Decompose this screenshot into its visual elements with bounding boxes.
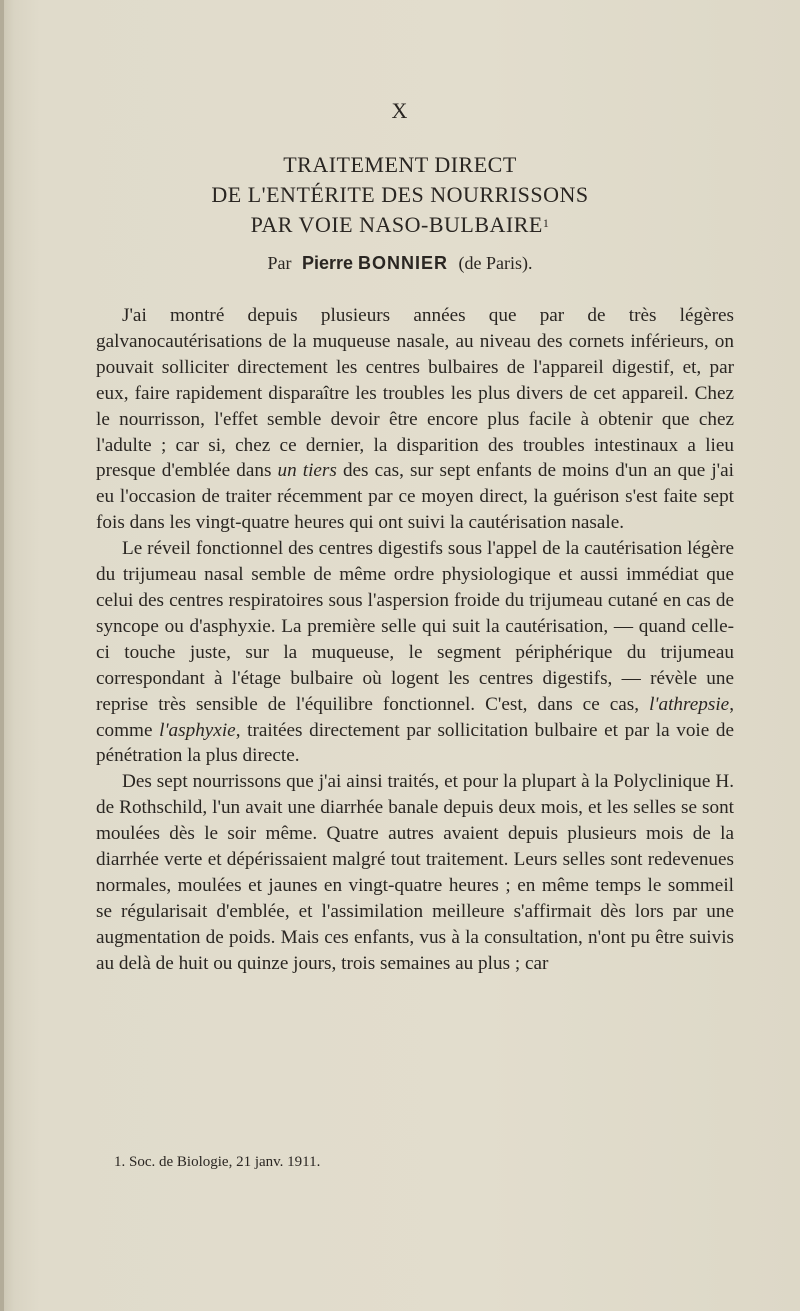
author-prefix: Par: [267, 253, 292, 273]
title-line-3: [0, 210, 800, 240]
author-last-name: BONNIER: [358, 253, 449, 273]
paragraph-1-seg-2: un tiers: [277, 460, 337, 482]
title-line-2: DE L'ENTÉRITE DES NOURRISSONS: [211, 182, 589, 207]
paragraph-2-seg-1: Le réveil fonctionnel des centres digestifs sous l'appel de la cautérisation légère du trijumeau nasal semble de même ordre physiologique et aussi immédiat que celui des centres respiratoires sous l'aspersion froide du trijumeau cutané en cas de syncope ou d'asphyxie. La première selle qui suit la cautérisation, — quand celle-ci touche juste, sur la muqueuse, le segment périphérique du trijumeau correspondant à l'étage bulbaire où logent les centres digestifs, — révèle une reprise très sensible de l'équilibre fonctionnel. C'est, dans ce cas,: [96, 538, 734, 715]
paragraph-1-seg-1: J'ai montré depuis plusieurs années que par de très légères galvanocautérisations de la muqueuse nasale, au niveau des cornets inférieurs, on pouvait solliciter directement les centres bulbaires de l'appareil digestif, et, par eux, faire rapidement disparaître les troubles les plus divers de cet appareil. Chez le nourrisson, l'effet semble devoir être encore plus facile à obtenir que chez l'adulte ; car si, chez ce dernier, la disparition des troubles intestinaux a lieu presque d'emblée dans: [96, 305, 734, 482]
body-text: [96, 303, 734, 977]
author-line: [0, 253, 800, 274]
author-name: [302, 253, 448, 273]
footnote: 1. Soc. de Biologie, 21 janv. 1911.: [114, 1154, 321, 1170]
title-line-3-text: PAR VOIE NASO-BULBAIRE: [250, 212, 543, 237]
paragraph-2-seg-4: l'asphyxie: [159, 719, 236, 741]
paragraph-1-seg-3: des cas, sur sept enfants de moins d'un an que j'ai eu l'occasion de traiter récemment par ce moyen direct, la guérison s'est faite sept fois dans les vingt-quatre heures qui ont suivi la cautérisation nasale.: [96, 460, 734, 534]
footnote-marker: 1: [542, 216, 550, 230]
author-first-name: Pierre: [301, 253, 354, 273]
paragraph-2-seg-2: l'athrepsie: [649, 693, 730, 715]
paragraph-2-seg-5: , traitées directement par sollicitation bulbaire et par la voie de pénétration la plus directe.: [96, 719, 734, 767]
paragraph-3-seg-1: Des sept nourrissons que j'ai ainsi traités, et pour la plupart à la Polyclinique H. de Rothschild, l'un avait une diarrhée banale depuis deux mois, et les selles se sont moulées dès le soir même. Quatre autres avaient depuis plusieurs mois de la diarrhée verte et dépérissaient malgré tout traitement. Leurs selles sont redevenues normales, moulées et jaunes en vingt-quatre heures ; en même temps le sommeil se régularisait d'emblée, et l'assimilation meilleure s'affirmait dès lors par une augmentation de poids. Mais ces enfants, vus à la consultation, n'ont pu être suivis au delà de huit ou quinze jours, trois semaines au plus ; car: [96, 771, 734, 974]
paragraph-3: [96, 769, 734, 976]
paragraph-1: [96, 303, 734, 536]
paragraph-2-seg-3: , comme: [96, 693, 734, 741]
title-line-1: TRAITEMENT DIRECT: [283, 152, 517, 177]
paragraph-2: [96, 536, 734, 769]
article-title: [0, 150, 800, 240]
author-affiliation: (de Paris).: [458, 253, 533, 273]
chapter-number: X: [391, 98, 409, 123]
